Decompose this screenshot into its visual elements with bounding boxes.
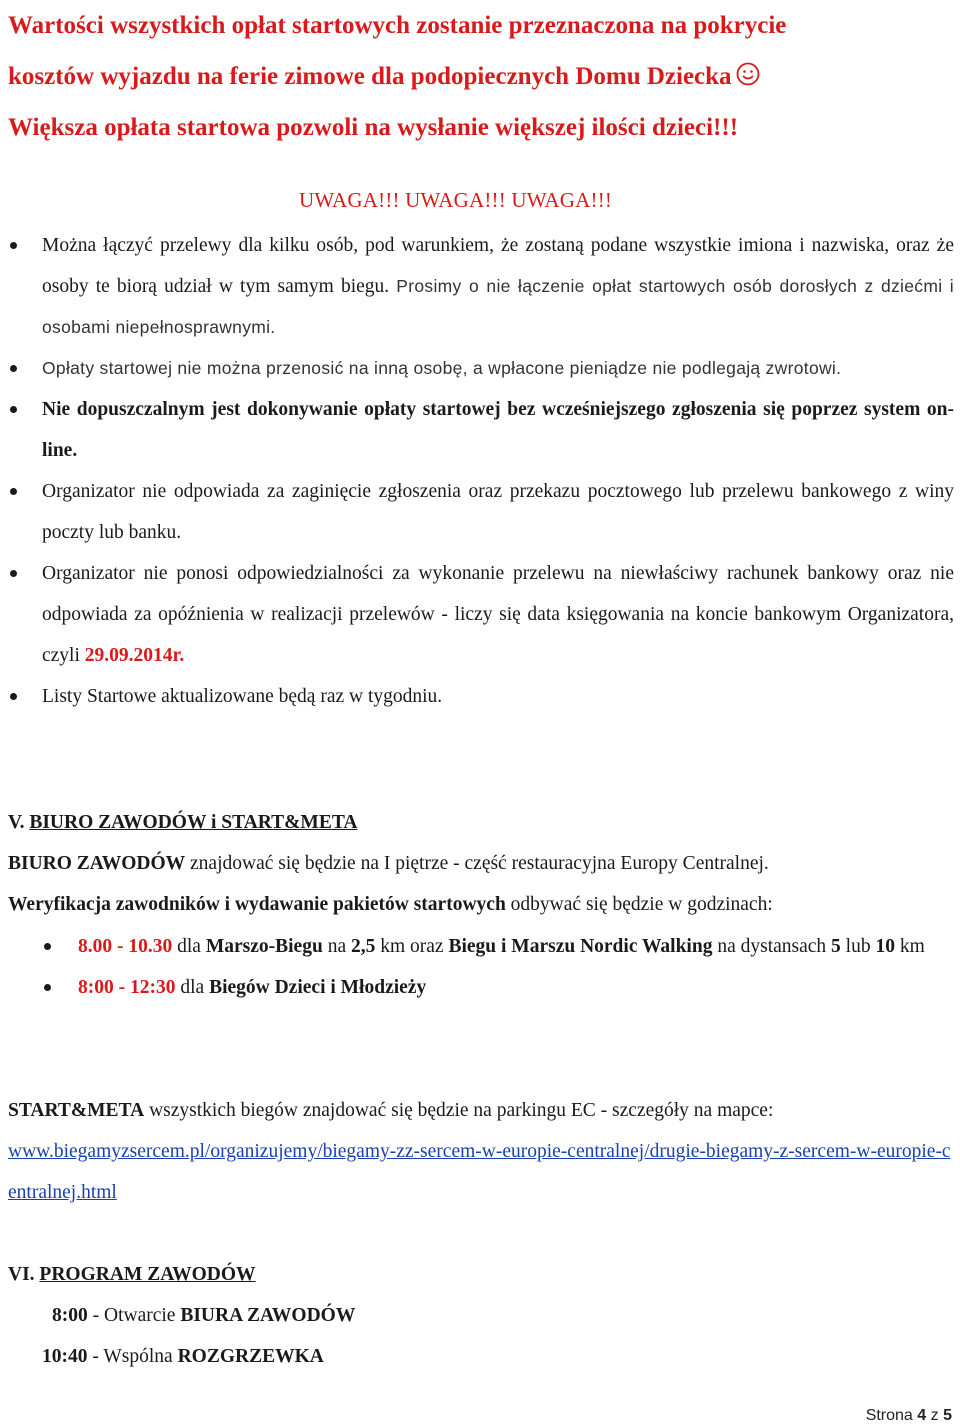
list-item: Organizator nie ponosi odpowiedzialności za wykonanie przelewu na niewłaściwy rachunek bankowy oraz nie odpowiada za opóźnienia w realizacji przelewów - liczy się data księgowania na koncie bankowym Organizatora, czyli 29.09.2014r. [0, 553, 960, 676]
map-link[interactable]: www.biegamyzsercem.pl/organizujemy/biegamy-zz-sercem-w-europie-centralnej/drugie-biegamy-z-sercem-w-europie-centralnej.html [8, 1141, 951, 1203]
list-item: 8:00 - 12:30 dla Biegów Dzieci i Młodzieży [0, 967, 960, 1008]
bullet-icon [10, 365, 17, 372]
smiley-face-icon [736, 62, 760, 86]
intro-line-3: Większa opłata startowa pozwoli na wysłanie większej ilości dzieci!!! [8, 114, 739, 141]
bullet-icon [10, 406, 17, 413]
start-meta-paragraph: START&META wszystkich biegów znajdować się będzie na parkingu EC - szczegóły na mapce: www.biegamyzsercem.pl/organizujemy/biegamy-zz-sercem-w-europie-centralnej/drugie-biegamy-z-sercem-w-europie-centralnej.html [8, 1100, 951, 1203]
warning-heading: UWAGA!!! UWAGA!!! UWAGA!!! [299, 188, 613, 212]
section-5-paragraph-1: BIURO ZAWODÓW znajdować się będzie na I piętrze - część restauracyjna Europy Centralnej. [8, 853, 769, 874]
list-item: 8.00 - 10.30 dla Marszo-Biegu na 2,5 km oraz Biegu i Marszu Nordic Walking na dystansach 5 lub 10 km [0, 926, 960, 967]
bullet-icon [10, 693, 17, 700]
bullet-icon [10, 570, 17, 577]
bullet-icon [10, 242, 17, 249]
list-item: Organizator nie odpowiada za zaginięcie zgłoszenia oraz przekazu pocztowego lub przelewu bankowego z winy poczty lub banku. [0, 471, 960, 553]
list-item: Można łączyć przelewy dla kilku osób, pod warunkiem, że zostaną podane wszystkie imiona i nazwiska, oraz że osoby te biorą udział w tym samym biegu. Prosimy o nie łączenie opłat startowych osób dorosłych z dziećmi i osobami niepełnosprawnymi. [0, 225, 960, 348]
program-row: 8:00 - Otwarcie BIURA ZAWODÓW [52, 1305, 356, 1326]
intro-line-1: Wartości wszystkich opłat startowych zostanie przeznaczona na pokrycie [8, 12, 787, 39]
section-6-heading: VI. PROGRAM ZAWODÓW [8, 1264, 256, 1285]
intro-paragraph [8, 0, 956, 153]
page-number: Strona 4 z 5 [865, 1407, 952, 1424]
bullet-icon [44, 943, 51, 950]
section-5-paragraph-2: Weryfikacja zawodników i wydawanie pakietów startowych odbywać się będzie w godzinach: [8, 894, 773, 915]
program-row: 10:40 - Wspólna ROZGRZEWKA [42, 1346, 324, 1367]
bullet-icon [10, 488, 17, 495]
intro-line-2: kosztów wyjazdu na ferie zimowe dla podopiecznych Domu Dziecka [8, 51, 956, 102]
bullet-icon [44, 984, 51, 991]
section-5-heading: V. BIURO ZAWODÓW i START&META [8, 812, 358, 833]
rules-list [0, 225, 960, 717]
list-item: Listy Startowe aktualizowane będą raz w tygodniu. [0, 676, 960, 717]
list-item: Opłaty startowej nie można przenosić na inną osobę, a wpłacone pieniądze nie podlegają zwrotowi. [0, 348, 960, 389]
list-item: Nie dopuszczalnym jest dokonywanie opłaty startowej bez wcześniejszego zgłoszenia się poprzez system on-line. [0, 389, 960, 471]
hours-list [0, 926, 960, 1008]
